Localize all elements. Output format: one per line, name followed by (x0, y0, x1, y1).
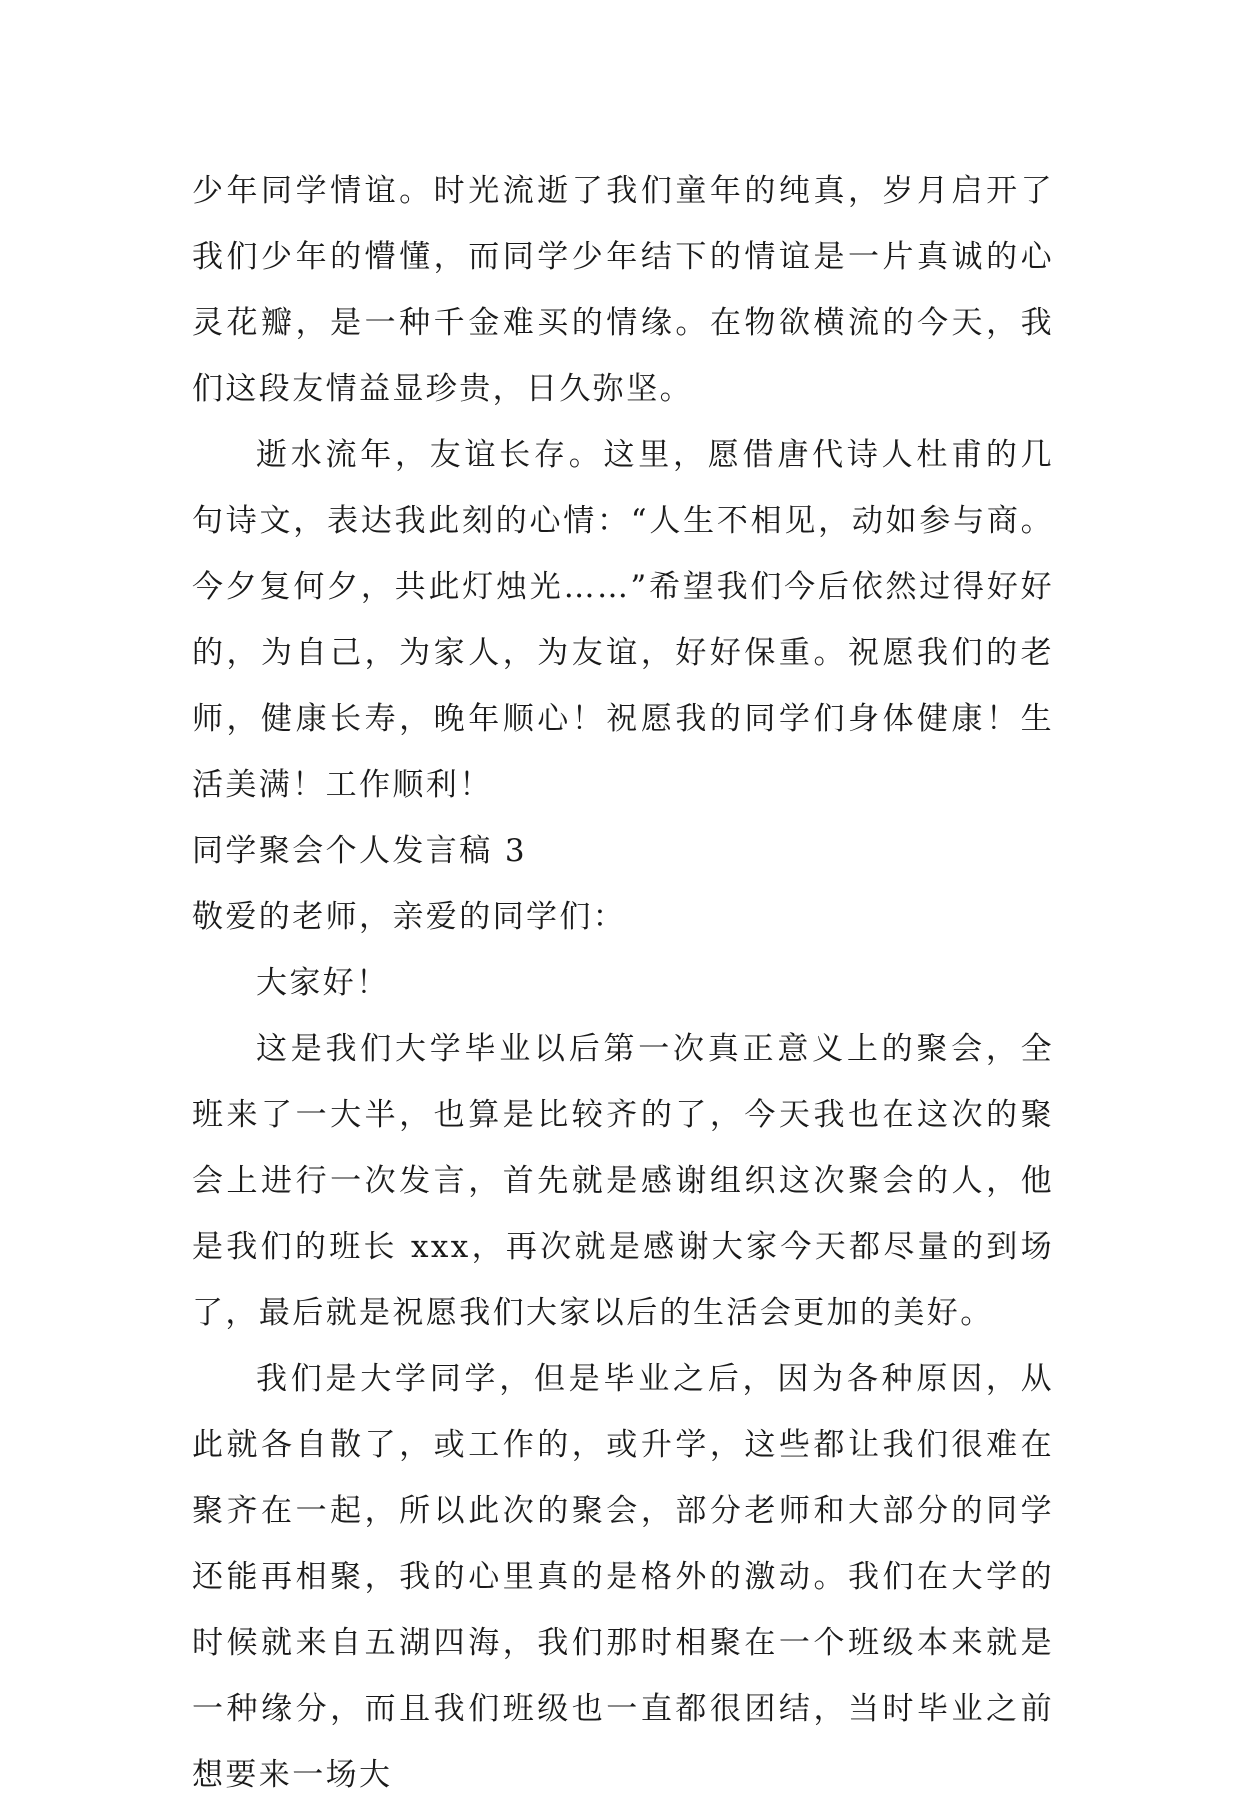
paragraph-friendship-intro: 少年同学情谊。时光流逝了我们童年的纯真，岁月启开了我们少年的懵懂，而同学少年结下的情谊是一片真诚的心灵花瓣，是一种千金难买的情缘。在物欲横流的今天，我们这段友情益显珍贵，日久弥坚。 (192, 173, 1054, 407)
paragraph-poem-wishes: 逝水流年，友谊长存。这里，愿借唐代诗人杜甫的几句诗文，表达我此刻的心情：“人生不相见，动如参与商。今夕复何夕，共此灯烛光……”希望我们今后依然过得好好的，为自己，为家人，为友谊，好好保重。祝愿我们的老师，健康长寿，晚年顺心！祝愿我的同学们身体健康！生活美满！工作顺利！ (192, 437, 1054, 803)
section-title: 同学聚会个人发言稿 3 (192, 833, 527, 869)
paragraph-reunion-thanks: 这是我们大学毕业以后第一次真正意义上的聚会，全班来了一大半，也算是比较齐的了，今天我也在这次的聚会上进行一次发言，首先就是感谢组织这次聚会的人，他是我们的班长 xxx，再次就是感谢大家今天都尽量的到场了，最后就是祝愿我们大家以后的生活会更加的美好。 (192, 1031, 1054, 1331)
paragraph-classmates-memories: 我们是大学同学，但是毕业之后，因为各种原因，从此就各自散了，或工作的，或升学，这些都让我们很难在聚齐在一起，所以此次的聚会，部分老师和大部分的同学还能再相聚，我的心里真的是格外的激动。我们在大学的时候就来自五湖四海，我们那时相聚在一个班级本来就是一种缘分，而且我们班级也一直都很团结，当时毕业之前想要来一场大 (192, 1361, 1054, 1793)
greeting: 大家好！ (256, 965, 390, 1001)
document-body (192, 158, 1054, 1808)
salutation: 敬爱的老师，亲爱的同学们： (192, 899, 627, 935)
